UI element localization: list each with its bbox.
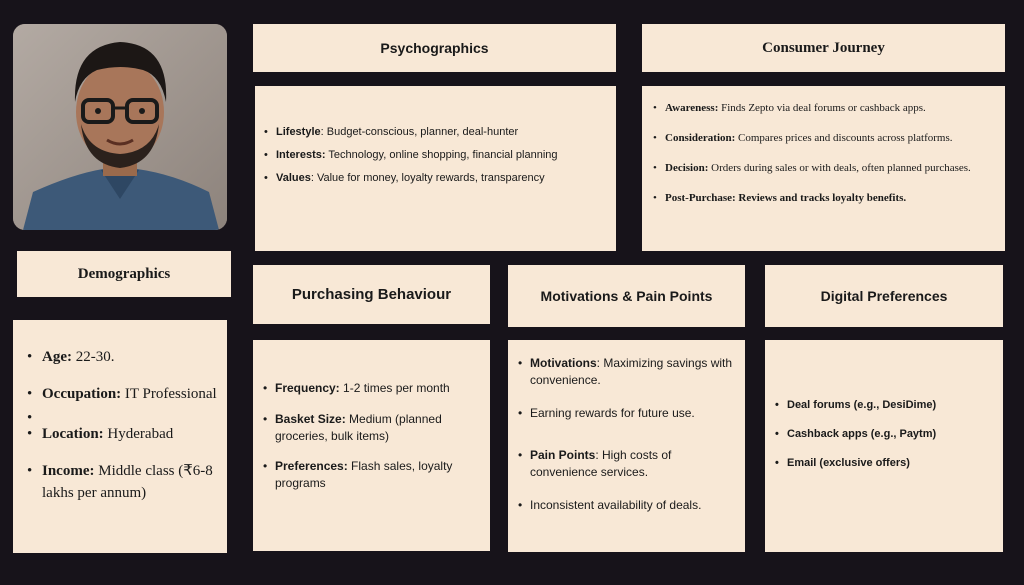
list-item: • Inconsistent availability of deals. — [530, 497, 739, 514]
list-item: • Decision: Orders during sales or with deals, often planned purchases. — [665, 162, 1005, 174]
list-item: • Cashback apps (e.g., Paytm) — [787, 428, 997, 440]
digital-preferences-list — [787, 399, 997, 469]
motivations-body — [508, 340, 745, 552]
motivations-list — [530, 355, 739, 514]
psychographics-title-text: Psychographics — [380, 40, 489, 56]
purchasing-behaviour-body — [253, 340, 490, 551]
list-item: • Awareness: Finds Zepto via deal forums or cashback apps. — [665, 102, 1005, 114]
list-item: • Basket Size: Medium (planned groceries, bulk items) — [275, 411, 482, 445]
list-item: • Preferences: Flash sales, loyalty programs — [275, 458, 482, 492]
persona-portrait-icon — [13, 24, 227, 230]
list-item: • Email (exclusive offers) — [787, 457, 997, 469]
demographics-title-text: Demographics — [77, 265, 171, 282]
motivations-title — [508, 265, 745, 327]
list-item: • Motivations: Maximizing savings with convenience. — [530, 355, 739, 389]
list-item: • Age: 22-30. — [42, 346, 223, 369]
list-item: • Post-Purchase: Reviews and tracks loyalty benefits. — [665, 192, 1005, 204]
purchasing-behaviour-title-text: Purchasing Behaviour — [291, 286, 452, 303]
demographics-body — [13, 320, 227, 553]
purchasing-behaviour-list — [275, 380, 482, 492]
purchasing-behaviour-title — [253, 265, 490, 324]
list-item: • Values: Value for money, loyalty rewards, transparency — [276, 172, 616, 184]
consumer-journey-list — [665, 102, 1005, 204]
list-item: • Income: Middle class (₹6-8 lakhs per annum) — [42, 460, 223, 505]
digital-preferences-title — [765, 265, 1003, 327]
demographics-list — [42, 346, 223, 505]
consumer-journey-title — [642, 24, 1005, 72]
psychographics-list — [276, 126, 616, 184]
persona-photo — [13, 24, 227, 230]
list-item: • Occupation: IT Professional — [42, 383, 223, 406]
psychographics-body — [255, 86, 616, 251]
psychographics-title — [253, 24, 616, 72]
digital-preferences-title-text: Digital Preferences — [820, 288, 948, 304]
list-item: • Interests: Technology, online shopping, financial planning — [276, 149, 616, 161]
empty-list-item — [42, 407, 223, 417]
list-item: • Lifestyle: Budget-conscious, planner, deal-hunter — [276, 126, 616, 138]
list-item: • Earning rewards for future use. — [530, 405, 739, 422]
list-item: • Consideration: Compares prices and discounts across platforms. — [665, 132, 1005, 144]
consumer-journey-title-text: Consumer Journey — [762, 39, 885, 56]
list-item: • Frequency: 1-2 times per month — [275, 380, 482, 397]
list-item: • Pain Points: High costs of convenience services. — [530, 447, 739, 481]
consumer-journey-body — [642, 86, 1005, 251]
digital-preferences-body — [765, 340, 1003, 552]
demographics-title — [17, 251, 231, 297]
list-item: • Deal forums (e.g., DesiDime) — [787, 399, 997, 411]
motivations-title-text: Motivations & Pain Points — [540, 288, 713, 304]
list-item: • Location: Hyderabad — [42, 423, 223, 446]
